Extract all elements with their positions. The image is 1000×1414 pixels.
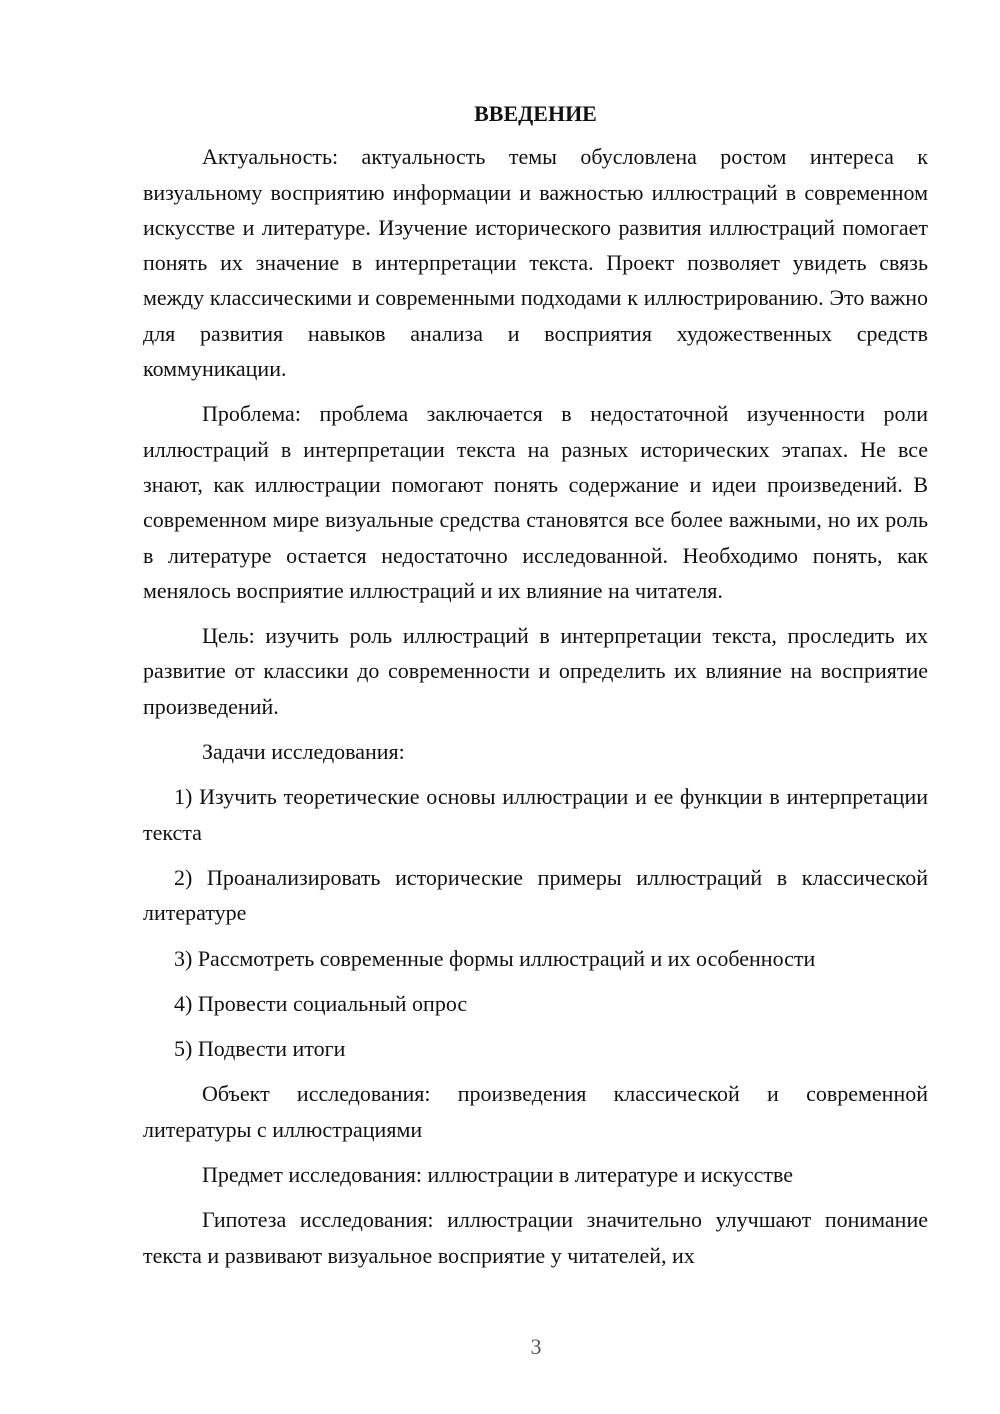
paragraph-relevance: Актуальность: актуальность темы обусловлена ростом интереса к визуальному восприятию информации и важностью иллюстраций в современном искусстве и литературе. Изучение исторического развития иллюстраций помогает понять их значение в интерпретации текста. Проект позволяет увидеть связь между классическими и современными подходами к иллюстрированию. Это важно для развития навыков анализа и восприятия художественных средств коммуникации. — [143, 144, 928, 382]
paragraph-tasks-heading: Задачи исследования: — [202, 739, 405, 765]
section-title: ВВЕДЕНИЕ — [474, 101, 597, 126]
task-item-3: 3) Рассмотреть современные формы иллюстраций и их особенности — [174, 945, 816, 971]
paragraph-subject: Предмет исследования: иллюстрации в литературе и искусстве — [202, 1162, 794, 1188]
page-number: 3 — [530, 1334, 542, 1359]
paragraph-goal: Цель: изучить роль иллюстраций в интерпретации текста, проследить их развитие от классики до современности и определить их влияние на восприятие произведений. — [143, 623, 928, 719]
paragraph-object: Объект исследования: произведения классической и современной литературы с иллюстрациями — [143, 1081, 928, 1142]
task-item-2: 2) Проанализировать исторические примеры иллюстраций в классической литературе — [143, 864, 928, 926]
paragraph-problem: Проблема: проблема заключается в недостаточной изученности роли иллюстраций в интерпретации текста на разных исторических этапах. Не все знают, как иллюстрации помогают понять содержание и идеи произведений. В современном мире визуальные средства становятся все более важными, но их роль в литературе остается недостаточно исследованной. Необходимо понять, как менялось восприятие иллюстраций и их влияние на читателя. — [143, 401, 928, 603]
task-item-4: 4) Провести социальный опрос — [174, 990, 468, 1016]
task-item-1: 1) Изучить теоретические основы иллюстрации и ее функции в интерпретации текста — [143, 784, 928, 845]
paragraph-hypothesis: Гипотеза исследования: иллюстрации значительно улучшают понимание текста и развивают визуальное восприятие у читателей, их — [143, 1207, 928, 1268]
task-item-5: 5) Подвести итоги — [174, 1036, 346, 1062]
document-body — [143, 96, 928, 1283]
